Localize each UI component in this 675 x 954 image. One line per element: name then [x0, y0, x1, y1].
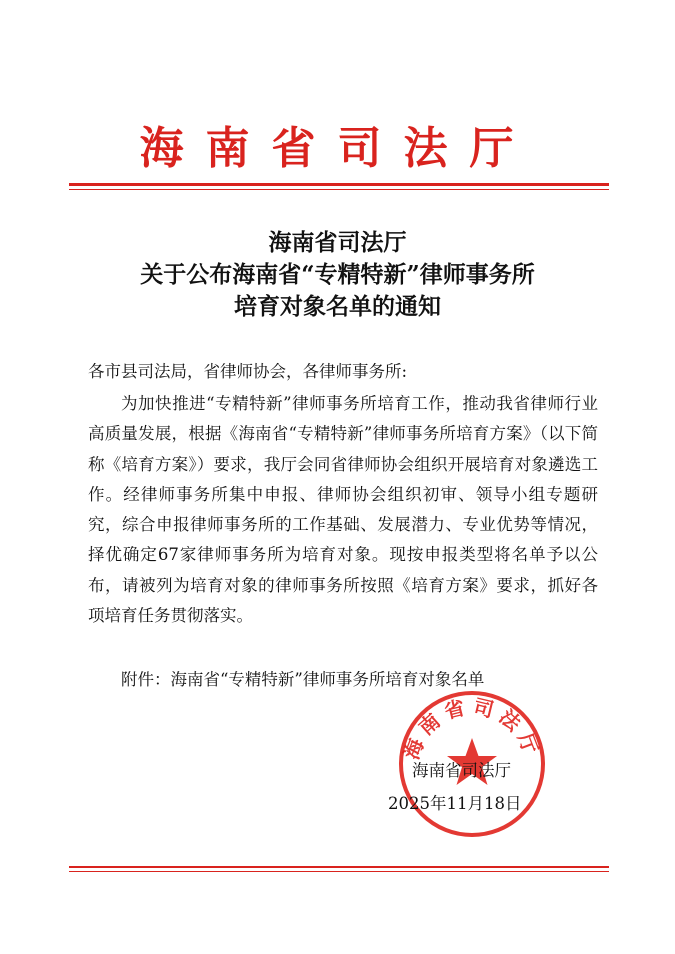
signature-date: 2025年11月18日 [388, 794, 522, 813]
header-rule-thick [69, 183, 609, 186]
header-rule-thin [69, 189, 609, 190]
signer-name: 海南省司法厅 [412, 761, 511, 780]
seal-arc-text: 海南省司法厅 [399, 694, 545, 763]
attachment-line: 附件：海南省“专精特新”律师事务所培育对象名单 [121, 670, 485, 689]
document-title [0, 227, 675, 323]
footer-rule-thick [69, 866, 609, 868]
title-line-2: 关于公布海南省“专精特新”律师事务所 [140, 261, 535, 288]
body-paragraph: 为加快推进“专精特新”律师事务所培育工作，推动我省律师行业高质量发展，根据《海南省“专精特新”律师事务所培育方案》（以下简称《培育方案》）要求，我厅会同省律师协会组织开展培育对象遴选工作。经律师事务所集中申报、律师协会组织初审、领导小组专题研究，综合申报律师事务所的工作基础、发展潜力、专业优势等情况，择优确定67家律师事务所为培育对象。现按申报类型将名单予以公布，请被列为培育对象的律师事务所按照《培育方案》要求，抓好各项培育任务贯彻落实。 [88, 394, 598, 626]
salutation: 各市县司法局，省律师协会，各律师事务所: [88, 362, 408, 381]
masthead-org-name: 海南省司法厅 [139, 123, 536, 174]
title-line-3: 培育对象名单的通知 [234, 293, 441, 320]
title-line-1: 海南省司法厅 [268, 229, 407, 256]
footer-rule-thin [69, 871, 609, 872]
